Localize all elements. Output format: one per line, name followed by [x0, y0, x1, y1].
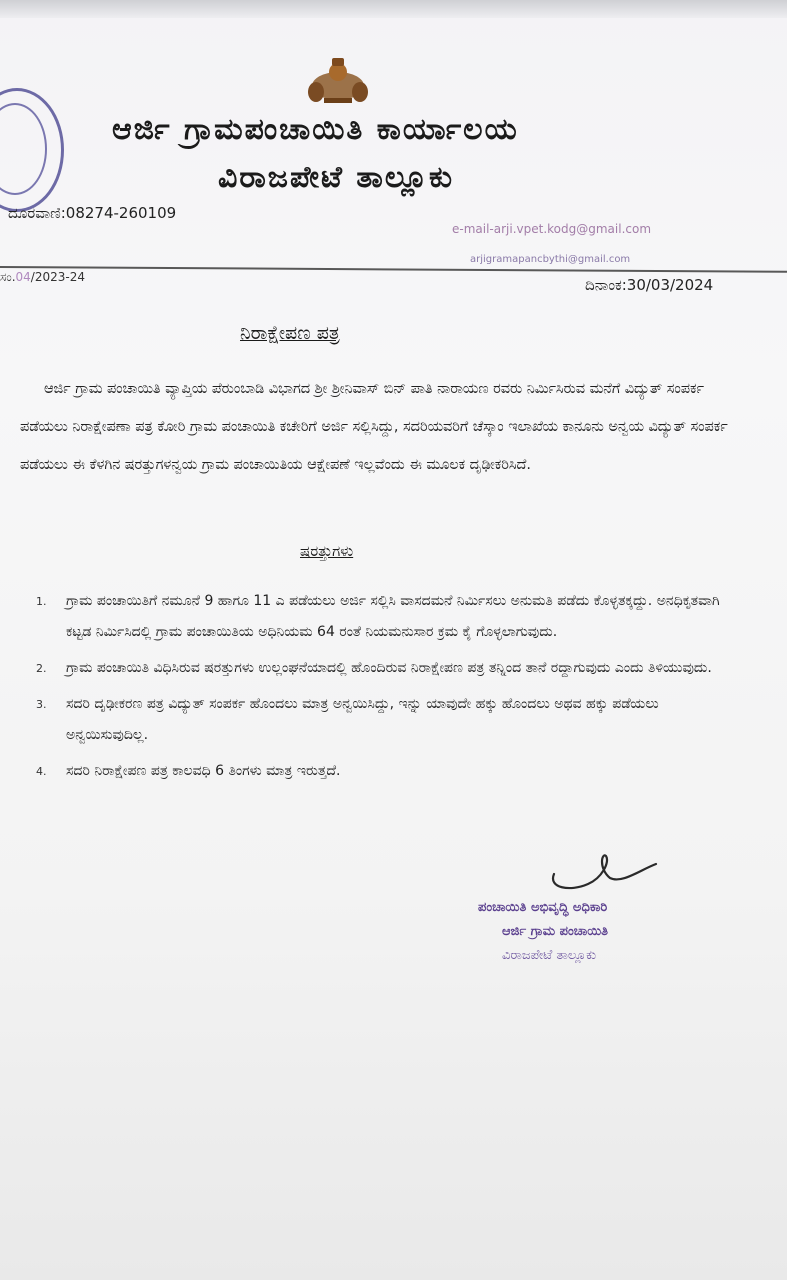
condition-text: ಸದರಿ ನಿರಾಕ್ಷೇಪಣ ಪತ್ರ ಕಾಲವಧಿ 6 ತಿಂಗಳು ಮಾತ್ರ ಇರುತ್ತದೆ.	[66, 763, 341, 779]
condition-number: 1.	[36, 595, 47, 608]
seal-designation: ಪಂಚಾಯಿತಿ ಅಭಿವೃದ್ಧಿ ಅಧಿಕಾರಿ	[478, 900, 608, 915]
condition-text: ಗ್ರಾಮ ಪಂಚಾಯಿತಿ ವಿಧಿಸಿರುವ ಷರತ್ತುಗಳು ಉಲ್ಲಂಘನೆಯಾದಲ್ಲಿ ಹೊಂದಿರುವ ನಿರಾಕ್ಷೇಪಣ ಪತ್ರ ತನ್ನಿಂದ ತಾನೆ ರದ್ದಾಗುವುದು ಎಂದು ತಿಳಿಯುವುದು.	[66, 660, 712, 676]
office-name: ಆರ್ಜಿ ಗ್ರಾಮಪಂಚಾಯಿತಿ ಕಾರ್ಯಾಲಯ	[112, 112, 519, 147]
conditions-list	[36, 586, 736, 792]
reference-prefix: ಸಂ.	[0, 270, 16, 284]
official-seal	[478, 896, 718, 968]
condition-number: 4.	[36, 765, 47, 778]
taluk-name: ವಿರಾಜಪೇಟೆ ತಾಲ್ಲೂಕು	[218, 160, 455, 195]
office-phone: ದೂರವಾಣಿ:08274-260109	[8, 204, 177, 222]
round-seal-stamp	[0, 88, 64, 212]
reference-suffix: /2023-24	[30, 270, 85, 284]
email-secondary: arjigramapancbythi@gmail.com	[470, 254, 631, 265]
seal-taluk: ವಿರಾಜಪೇಟೆ ತಾಲ್ಲೂಕು	[502, 948, 597, 963]
condition-item	[36, 689, 736, 751]
handwritten-signature	[540, 848, 660, 896]
state-emblem-icon	[302, 56, 374, 106]
reference-number	[0, 270, 85, 285]
condition-number: 2.	[36, 662, 47, 675]
letter-heading: ನಿರಾಕ್ಷೇಪಣ ಪತ್ರ	[240, 322, 340, 344]
condition-number: 3.	[36, 698, 47, 711]
condition-item	[36, 586, 736, 648]
seal-office: ಆರ್ಜಿ ಗ್ರಾಮ ಪಂಚಾಯಿತಿ	[502, 924, 609, 939]
condition-text: ಸದರಿ ದೃಢೀಕರಣ ಪತ್ರ ವಿದ್ಯುತ್ ಸಂಪರ್ಕ ಹೊಂದಲು ಮಾತ್ರ ಅನ್ವಯಿಸಿದ್ದು, ಇನ್ನು ಯಾವುದೇ ಹಕ್ಕು ಹೊಂದಲು ಅಥವ ಹಕ್ಕು ಪಡೆಯಲು ಅನ್ವಯಿಸುವುದಿಲ್ಲ.	[66, 696, 659, 743]
email-primary: e-mail-arji.vpet.kodg@gmail.com	[452, 222, 652, 236]
header-divider	[0, 266, 787, 273]
conditions-heading: ಷರತ್ತುಗಳು	[300, 542, 354, 560]
reference-handwritten-number: 04	[15, 270, 31, 284]
paper-top-edge	[0, 0, 787, 18]
letter-body: ಆರ್ಜಿ ಗ್ರಾಮ ಪಂಚಾಯಿತಿ ವ್ಯಾಪ್ತಿಯ ಪೆರುಂಬಾಡಿ ವಿಭಾಗದ ಶ್ರೀ ಶ್ರೀನಿವಾಸ್ ಬಿನ್ ಪಾತಿ ನಾರಾಯಣ ರವರು ನಿರ್ಮಿಸಿರುವ ಮನೆಗೆ ವಿದ್ಯುತ್ ಸಂಪರ್ಕ ಪಡೆಯಲು ನಿರಾಕ್ಷೇಪಣಾ ಪತ್ರ ಕೋರಿ ಗ್ರಾಮ ಪಂಚಾಯಿತಿ ಕಚೇರಿಗೆ ಅರ್ಜಿ ಸಲ್ಲಿಸಿದ್ದು, ಸದರಿಯವರಿಗೆ ಚೆಸ್ಕಾಂ ಇಲಾಖೆಯ ಕಾನೂನು ಅನ್ವಯ ವಿದ್ಯುತ್ ಸಂಪರ್ಕ ಪಡೆಯಲು ಈ ಕೆಳಗಿನ ಷರತ್ತುಗಳನ್ವಯ ಗ್ರಾಮ ಪಂಚಾಯಿತಿಯ ಆಕ್ಷೇಪಣೆ ಇಲ್ಲವೆಂದು ಈ ಮೂಲಕ ದೃಢೀಕರಿಸಿದೆ.	[20, 381, 728, 473]
condition-item	[36, 756, 736, 787]
condition-item	[36, 653, 736, 684]
letter-date: ದಿನಾಂಕ:30/03/2024	[585, 276, 714, 294]
condition-text: ಗ್ರಾಮ ಪಂಚಾಯಿತಿಗೆ ನಮೂನೆ 9 ಹಾಗೂ 11 ಎ ಪಡೆಯಲು ಅರ್ಜಿ ಸಲ್ಲಿಸಿ ವಾಸದಮನೆ ನಿರ್ಮಿಸಲು ಅನುಮತಿ ಪಡೆದು ಕೊಳ್ಳತಕ್ಕದ್ದು. ಅನಧಿಕೃತವಾಗಿ ಕಟ್ಟಡ ನಿರ್ಮಿಸಿದಲ್ಲಿ ಗ್ರಾಮ ಪಂಚಾಯಿತಿಯ ಅಧಿನಿಯಮ 64 ರಂತೆ ನಿಯಮನುಸಾರ ಕ್ರಮ ಕೈ ಗೊಳ್ಳಲಾಗುವುದು.	[66, 593, 720, 640]
